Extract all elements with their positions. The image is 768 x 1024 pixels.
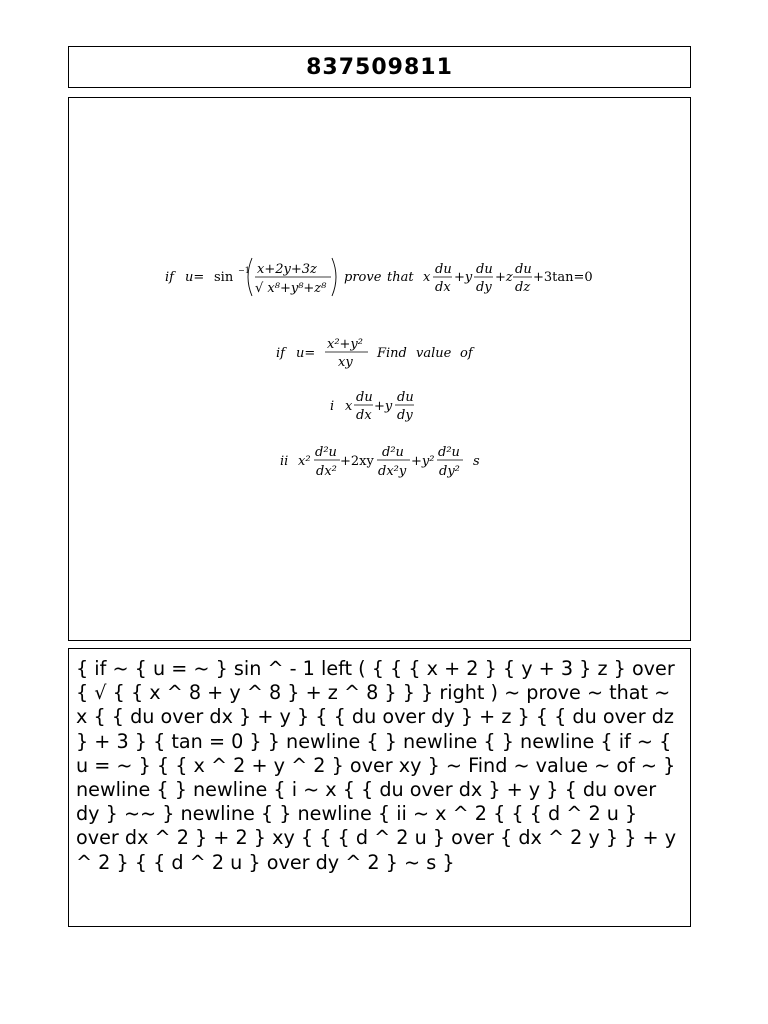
formula-text: +2xy [340, 454, 374, 469]
formula-text: u= [296, 346, 316, 361]
formula-text: d²u [382, 445, 404, 460]
formula-text: x+2y+3z [257, 262, 317, 277]
formula-line-1 [165, 258, 593, 296]
formula-text: +z [495, 270, 513, 285]
formula-text: √ x⁸+y⁸+z⁸ [255, 281, 327, 296]
formula-render [69, 98, 690, 640]
formula-text: dz [515, 280, 531, 295]
title-box [68, 46, 691, 88]
formula-text: +y² [411, 454, 435, 469]
formula-preview [68, 97, 691, 641]
formula-line-3 [330, 390, 414, 423]
formula-text: +y [454, 270, 473, 285]
formula-text: Find [377, 346, 407, 361]
formula-text: s [473, 454, 480, 469]
formula-text: du [397, 390, 414, 405]
formula-line-4 [280, 445, 480, 479]
formula-text: +y [374, 399, 393, 414]
formula-text: du [515, 262, 532, 277]
formula-text: x [345, 399, 353, 414]
formula-text: +3tan=0 [533, 270, 593, 285]
formula-text: dy² [439, 464, 460, 479]
right-paren [332, 258, 336, 296]
formula-text: dy [397, 408, 413, 423]
formula-text: x²+y² [327, 337, 363, 352]
formula-source-box[interactable] [68, 648, 691, 927]
formula-text: dx² [316, 464, 337, 479]
formula-text: dx [356, 408, 372, 423]
formula-text: x² [298, 454, 311, 469]
formula-text: dy [476, 280, 492, 295]
formula-text: if [165, 270, 174, 285]
formula-text: value [416, 346, 452, 361]
document-title: 837509811 [306, 54, 453, 80]
left-paren [248, 258, 252, 296]
formula-text: sin [214, 270, 234, 285]
formula-text: x [423, 270, 431, 285]
formula-text: d²u [315, 445, 337, 460]
formula-text: dx [435, 280, 451, 295]
formula-text: xy [338, 355, 353, 370]
formula-text: i [330, 399, 335, 414]
formula-text: du [356, 390, 373, 405]
formula-text: du [435, 262, 452, 277]
formula-source-text[interactable]: { if ~ { u = ~ } sin ^ - 1 left ( { { { x + 2 } { y + 3 } z } over { √ { { x ^ 8 + y ^ 8 } + z ^ 8 } } } right ) ~ prove ~ that ~ x { { du over dx } + y } { { du over dy } + z } { { du over dz } + 3 } { tan = 0 } } newline { } newline { } newline { if ~ { u = ~ } { { x ^ 2 + y ^ 2 } over xy } ~ Find ~ value ~ of ~ } newline { } newline { i ~ x { { du over dx } + y } { du over dy } ~~ } newline { } newline { ii ~ x ^ 2 { { { d ^ 2 u } over dx ^ 2 } + 2 } xy { { { d ^ 2 u } over { dx ^ 2 y } } + y ^ 2 } { { d ^ 2 u } over dy ^ 2 } ~ s } [76, 657, 677, 874]
formula-text: ii [280, 454, 289, 469]
formula-text: du [476, 262, 493, 277]
formula-text: u= [185, 270, 205, 285]
formula-text: that [387, 270, 414, 285]
formula-text: if [276, 346, 285, 361]
formula-line-2 [276, 337, 475, 370]
formula-text: d²u [438, 445, 460, 460]
formula-text: prove [344, 270, 382, 285]
formula-text: dx²y [378, 464, 407, 479]
formula-text: −1 [238, 266, 250, 275]
formula-text: of [460, 346, 473, 361]
